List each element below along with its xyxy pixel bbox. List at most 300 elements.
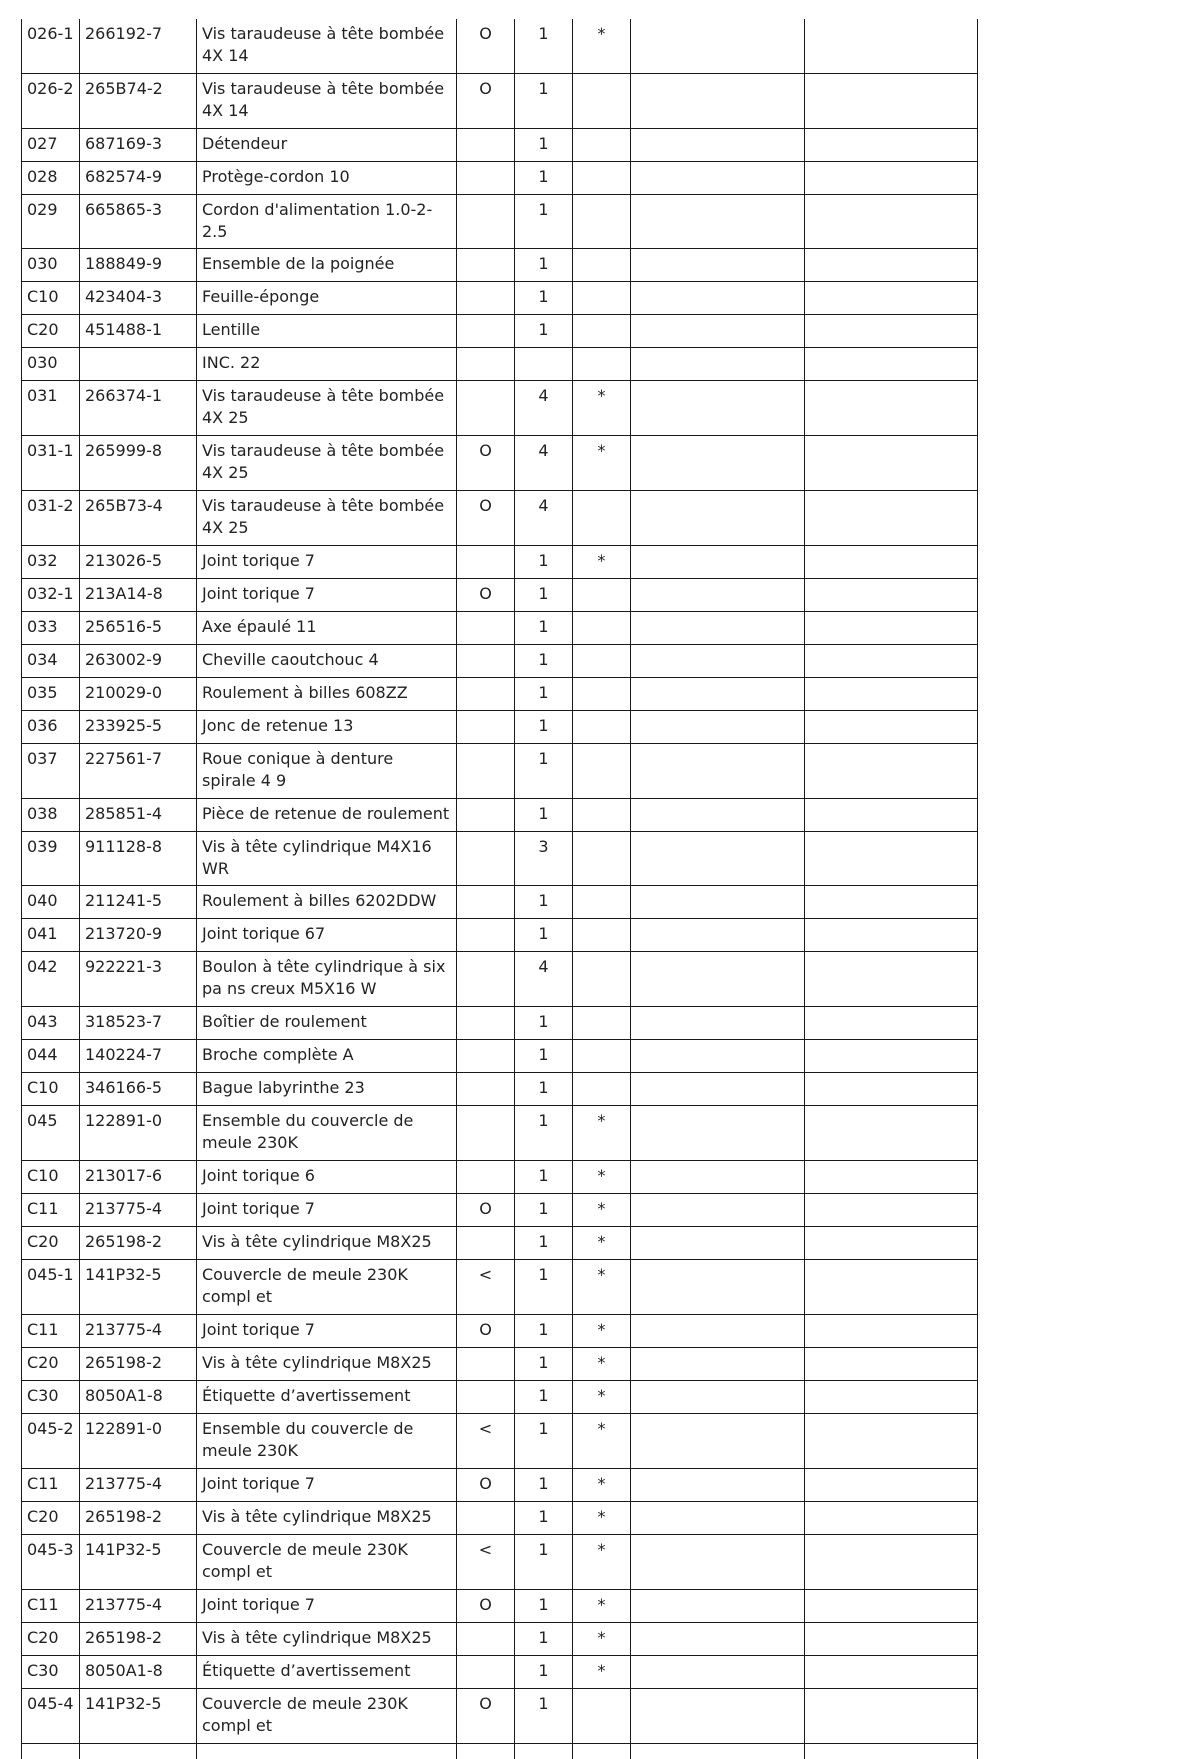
blank-cell xyxy=(631,919,805,952)
table-row xyxy=(22,1414,978,1469)
blank-cell xyxy=(631,678,805,711)
quantity-cell: 1 xyxy=(515,711,573,744)
item-number-cell: C20 xyxy=(22,1623,80,1656)
description-cell: Joint torique 7 xyxy=(197,1315,457,1348)
table-row xyxy=(22,711,978,744)
note-mark-cell xyxy=(573,1040,631,1073)
note-mark-cell: * xyxy=(573,436,631,491)
quantity-cell: 3 xyxy=(515,832,573,886)
quantity-cell: 1 xyxy=(515,282,573,315)
table-row xyxy=(22,832,978,886)
part-number-cell: 911128-8 xyxy=(80,832,197,886)
blank-cell xyxy=(631,249,805,282)
table-row xyxy=(22,249,978,282)
blank-cell xyxy=(805,249,978,282)
blank-cell xyxy=(631,952,805,1007)
note-mark-cell: * xyxy=(573,1106,631,1161)
table-row xyxy=(22,436,978,491)
change-indicator-cell xyxy=(457,129,515,162)
item-number-cell: 035 xyxy=(22,678,80,711)
table-row xyxy=(22,1623,978,1656)
description-cell: Vis taraudeuse à tête bombée 4X 14 xyxy=(197,74,457,129)
note-mark-cell: * xyxy=(573,1348,631,1381)
blank-cell xyxy=(805,74,978,129)
blank-cell xyxy=(805,1007,978,1040)
item-number-cell: 030 xyxy=(22,249,80,282)
item-number-cell: 029 xyxy=(22,195,80,249)
change-indicator-cell xyxy=(457,886,515,919)
blank-cell xyxy=(631,1590,805,1623)
blank-cell xyxy=(573,1744,631,1759)
table-row xyxy=(22,645,978,678)
description-cell: Axe épaulé 11 xyxy=(197,612,457,645)
blank-cell xyxy=(805,546,978,579)
description-cell: Couvercle de meule 230K compl et xyxy=(197,1260,457,1315)
change-indicator-cell: O xyxy=(457,1315,515,1348)
description-cell: Roulement à billes 608ZZ xyxy=(197,678,457,711)
blank-cell xyxy=(805,1656,978,1689)
quantity-cell: 4 xyxy=(515,491,573,546)
table-row xyxy=(22,1194,978,1227)
blank-cell xyxy=(805,612,978,645)
note-mark-cell xyxy=(573,1073,631,1106)
quantity-cell: 4 xyxy=(515,952,573,1007)
quantity-cell: 1 xyxy=(515,74,573,129)
change-indicator-cell: O xyxy=(457,579,515,612)
table-row xyxy=(22,1007,978,1040)
blank-cell xyxy=(805,1260,978,1315)
note-mark-cell xyxy=(573,348,631,381)
part-number-cell: 213026-5 xyxy=(80,546,197,579)
change-indicator-cell: < xyxy=(457,1414,515,1469)
item-number-cell: 040 xyxy=(22,886,80,919)
note-mark-cell xyxy=(573,832,631,886)
description-cell: Protège-cordon 10 xyxy=(197,162,457,195)
quantity-cell: 1 xyxy=(515,1227,573,1260)
quantity-cell: 1 xyxy=(515,1040,573,1073)
part-number-cell: 922221-3 xyxy=(80,952,197,1007)
blank-cell xyxy=(631,1106,805,1161)
change-indicator-cell xyxy=(457,249,515,282)
note-mark-cell xyxy=(573,129,631,162)
item-number-cell: 031 xyxy=(22,381,80,436)
change-indicator-cell xyxy=(457,195,515,249)
parts-table xyxy=(21,19,978,1759)
description-cell: Étiquette d’avertissement xyxy=(197,1656,457,1689)
part-number-cell: 265198-2 xyxy=(80,1348,197,1381)
item-number-cell: 045-1 xyxy=(22,1260,80,1315)
change-indicator-cell: O xyxy=(457,491,515,546)
change-indicator-cell xyxy=(457,1106,515,1161)
part-number-cell: 266192-7 xyxy=(80,19,197,74)
part-number-cell: 140224-7 xyxy=(80,1040,197,1073)
part-number-cell: 423404-3 xyxy=(80,282,197,315)
table-row xyxy=(22,1535,978,1590)
description-cell: Vis à tête cylindrique M8X25 xyxy=(197,1348,457,1381)
note-mark-cell: * xyxy=(573,1623,631,1656)
quantity-cell: 1 xyxy=(515,1414,573,1469)
blank-cell xyxy=(805,1161,978,1194)
blank-cell xyxy=(80,1744,197,1759)
part-number-cell: 227561-7 xyxy=(80,744,197,799)
quantity-cell: 1 xyxy=(515,19,573,74)
blank-cell xyxy=(631,1502,805,1535)
blank-cell xyxy=(631,1315,805,1348)
blank-cell xyxy=(631,1689,805,1744)
item-number-cell: 036 xyxy=(22,711,80,744)
description-cell: Boulon à tête cylindrique à six pa ns creux M5X16 W xyxy=(197,952,457,1007)
description-cell: Boîtier de roulement xyxy=(197,1007,457,1040)
description-cell: Broche complète A xyxy=(197,1040,457,1073)
note-mark-cell xyxy=(573,799,631,832)
blank-cell xyxy=(805,1381,978,1414)
item-number-cell: 026-1 xyxy=(22,19,80,74)
blank-cell xyxy=(631,1260,805,1315)
quantity-cell: 1 xyxy=(515,1623,573,1656)
table-row xyxy=(22,1656,978,1689)
item-number-cell: C20 xyxy=(22,1502,80,1535)
blank-cell xyxy=(805,1689,978,1744)
blank-cell xyxy=(631,1744,805,1759)
quantity-cell: 1 xyxy=(515,1161,573,1194)
description-cell: Pièce de retenue de roulement xyxy=(197,799,457,832)
table-row xyxy=(22,162,978,195)
item-number-cell: 045 xyxy=(22,1106,80,1161)
blank-cell xyxy=(805,711,978,744)
description-cell: Roulement à billes 6202DDW xyxy=(197,886,457,919)
blank-cell xyxy=(631,129,805,162)
table-row xyxy=(22,546,978,579)
quantity-cell: 1 xyxy=(515,1381,573,1414)
blank-cell xyxy=(197,1744,457,1759)
blank-cell xyxy=(631,1623,805,1656)
blank-cell xyxy=(631,1227,805,1260)
blank-cell xyxy=(805,315,978,348)
blank-cell xyxy=(805,645,978,678)
blank-cell xyxy=(631,1348,805,1381)
table-row xyxy=(22,195,978,249)
blank-cell xyxy=(805,282,978,315)
table-row xyxy=(22,1469,978,1502)
part-number-cell: 211241-5 xyxy=(80,886,197,919)
note-mark-cell xyxy=(573,919,631,952)
table-row xyxy=(22,381,978,436)
note-mark-cell: * xyxy=(573,1315,631,1348)
note-mark-cell xyxy=(573,886,631,919)
description-cell: Détendeur xyxy=(197,129,457,162)
table-row xyxy=(22,129,978,162)
item-number-cell: 028 xyxy=(22,162,80,195)
change-indicator-cell xyxy=(457,678,515,711)
quantity-cell: 1 xyxy=(515,1689,573,1744)
item-number-cell: 030 xyxy=(22,348,80,381)
part-number-cell: 188849-9 xyxy=(80,249,197,282)
item-number-cell: C10 xyxy=(22,1073,80,1106)
change-indicator-cell xyxy=(457,1073,515,1106)
change-indicator-cell xyxy=(457,1007,515,1040)
quantity-cell: 1 xyxy=(515,249,573,282)
blank-cell xyxy=(805,1590,978,1623)
change-indicator-cell xyxy=(457,1161,515,1194)
table-row xyxy=(22,74,978,129)
part-number-cell: 346166-5 xyxy=(80,1073,197,1106)
table-row xyxy=(22,19,978,74)
part-number-cell: 318523-7 xyxy=(80,1007,197,1040)
blank-cell xyxy=(631,1073,805,1106)
quantity-cell: 1 xyxy=(515,162,573,195)
note-mark-cell xyxy=(573,249,631,282)
item-number-cell: C11 xyxy=(22,1590,80,1623)
part-number-cell xyxy=(80,348,197,381)
blank-cell xyxy=(805,19,978,74)
item-number-cell: 045-4 xyxy=(22,1689,80,1744)
blank-cell xyxy=(631,832,805,886)
change-indicator-cell xyxy=(457,952,515,1007)
quantity-cell: 1 xyxy=(515,1502,573,1535)
quantity-cell: 1 xyxy=(515,1106,573,1161)
item-number-cell: C30 xyxy=(22,1381,80,1414)
blank-cell xyxy=(631,1007,805,1040)
change-indicator-cell xyxy=(457,612,515,645)
description-cell: Vis à tête cylindrique M4X16 WR xyxy=(197,832,457,886)
blank-cell xyxy=(805,678,978,711)
note-mark-cell xyxy=(573,744,631,799)
quantity-cell: 1 xyxy=(515,1656,573,1689)
part-number-cell: 213017-6 xyxy=(80,1161,197,1194)
change-indicator-cell xyxy=(457,832,515,886)
change-indicator-cell xyxy=(457,799,515,832)
change-indicator-cell xyxy=(457,348,515,381)
table-row xyxy=(22,1073,978,1106)
note-mark-cell xyxy=(573,74,631,129)
change-indicator-cell xyxy=(457,919,515,952)
part-number-cell: 8050A1-8 xyxy=(80,1656,197,1689)
quantity-cell: 1 xyxy=(515,315,573,348)
blank-cell xyxy=(631,315,805,348)
item-number-cell: 043 xyxy=(22,1007,80,1040)
item-number-cell: 031-2 xyxy=(22,491,80,546)
item-number-cell: 037 xyxy=(22,744,80,799)
quantity-cell: 1 xyxy=(515,1348,573,1381)
quantity-cell: 1 xyxy=(515,1260,573,1315)
change-indicator-cell xyxy=(457,1227,515,1260)
table-row xyxy=(22,491,978,546)
change-indicator-cell: O xyxy=(457,436,515,491)
change-indicator-cell xyxy=(457,1502,515,1535)
table-row xyxy=(22,282,978,315)
description-cell: INC. 22 xyxy=(197,348,457,381)
note-mark-cell: * xyxy=(573,546,631,579)
quantity-cell: 4 xyxy=(515,436,573,491)
part-number-cell: 141P32-5 xyxy=(80,1535,197,1590)
table-row xyxy=(22,579,978,612)
note-mark-cell: * xyxy=(573,1535,631,1590)
quantity-cell: 1 xyxy=(515,799,573,832)
blank-cell xyxy=(631,491,805,546)
blank-cell xyxy=(805,129,978,162)
blank-cell xyxy=(631,1656,805,1689)
blank-cell xyxy=(631,195,805,249)
part-number-cell: 8050A1-8 xyxy=(80,1381,197,1414)
quantity-cell: 1 xyxy=(515,546,573,579)
description-cell: Vis taraudeuse à tête bombée 4X 25 xyxy=(197,436,457,491)
note-mark-cell: * xyxy=(573,1260,631,1315)
blank-cell xyxy=(805,1106,978,1161)
quantity-cell: 1 xyxy=(515,129,573,162)
description-cell: Vis taraudeuse à tête bombée 4X 25 xyxy=(197,491,457,546)
note-mark-cell: * xyxy=(573,1414,631,1469)
part-number-cell: 665865-3 xyxy=(80,195,197,249)
change-indicator-cell xyxy=(457,711,515,744)
note-mark-cell xyxy=(573,1689,631,1744)
blank-cell xyxy=(631,381,805,436)
table-row xyxy=(22,1590,978,1623)
table-row xyxy=(22,1315,978,1348)
item-number-cell: 031-1 xyxy=(22,436,80,491)
blank-cell xyxy=(631,1381,805,1414)
description-cell: Bague labyrinthe 23 xyxy=(197,1073,457,1106)
blank-cell xyxy=(631,1161,805,1194)
part-number-cell: 265999-8 xyxy=(80,436,197,491)
blank-cell xyxy=(805,1469,978,1502)
part-number-cell: 122891-0 xyxy=(80,1414,197,1469)
blank-cell xyxy=(805,491,978,546)
blank-cell xyxy=(805,744,978,799)
item-number-cell: 026-2 xyxy=(22,74,80,129)
item-number-cell: 045-2 xyxy=(22,1414,80,1469)
blank-cell xyxy=(805,1414,978,1469)
blank-cell xyxy=(805,919,978,952)
description-cell: Roue conique à denture spirale 4 9 xyxy=(197,744,457,799)
blank-cell xyxy=(631,744,805,799)
description-cell: Vis à tête cylindrique M8X25 xyxy=(197,1623,457,1656)
description-cell: Joint torique 7 xyxy=(197,1590,457,1623)
item-number-cell: 044 xyxy=(22,1040,80,1073)
change-indicator-cell: O xyxy=(457,74,515,129)
description-cell: Vis taraudeuse à tête bombée 4X 25 xyxy=(197,381,457,436)
quantity-cell: 4 xyxy=(515,381,573,436)
part-number-cell: 265B73-4 xyxy=(80,491,197,546)
blank-cell xyxy=(631,886,805,919)
blank-cell xyxy=(631,546,805,579)
note-mark-cell: * xyxy=(573,1161,631,1194)
description-cell: Joint torique 67 xyxy=(197,919,457,952)
blank-cell xyxy=(805,1623,978,1656)
change-indicator-cell: O xyxy=(457,1689,515,1744)
change-indicator-cell xyxy=(457,1040,515,1073)
part-number-cell: 451488-1 xyxy=(80,315,197,348)
note-mark-cell: * xyxy=(573,1502,631,1535)
part-number-cell: 265198-2 xyxy=(80,1502,197,1535)
table-row xyxy=(22,1227,978,1260)
parts-table-body xyxy=(22,19,978,1759)
change-indicator-cell xyxy=(457,645,515,678)
note-mark-cell xyxy=(573,491,631,546)
note-mark-cell xyxy=(573,282,631,315)
table-row xyxy=(22,919,978,952)
part-number-cell: 210029-0 xyxy=(80,678,197,711)
description-cell: Couvercle de meule 230K compl et xyxy=(197,1689,457,1744)
item-number-cell: 034 xyxy=(22,645,80,678)
blank-cell xyxy=(805,1073,978,1106)
note-mark-cell: * xyxy=(573,1194,631,1227)
description-cell: Ensemble de la poignée xyxy=(197,249,457,282)
table-row xyxy=(22,612,978,645)
table-row-continued xyxy=(22,1744,978,1759)
item-number-cell: 042 xyxy=(22,952,80,1007)
change-indicator-cell xyxy=(457,1656,515,1689)
quantity-cell: 1 xyxy=(515,744,573,799)
quantity-cell: 1 xyxy=(515,1007,573,1040)
part-number-cell: 263002-9 xyxy=(80,645,197,678)
table-row xyxy=(22,1381,978,1414)
blank-cell xyxy=(631,799,805,832)
description-cell: Feuille-éponge xyxy=(197,282,457,315)
blank-cell xyxy=(805,195,978,249)
quantity-cell: 1 xyxy=(515,579,573,612)
blank-cell xyxy=(805,952,978,1007)
blank-cell xyxy=(631,1414,805,1469)
item-number-cell: C20 xyxy=(22,1227,80,1260)
item-number-cell: C30 xyxy=(22,1656,80,1689)
note-mark-cell: * xyxy=(573,1227,631,1260)
quantity-cell: 1 xyxy=(515,612,573,645)
description-cell: Joint torique 6 xyxy=(197,1161,457,1194)
item-number-cell: C10 xyxy=(22,282,80,315)
blank-cell xyxy=(805,348,978,381)
part-number-cell: 265B74-2 xyxy=(80,74,197,129)
change-indicator-cell: < xyxy=(457,1260,515,1315)
description-cell: Vis à tête cylindrique M8X25 xyxy=(197,1502,457,1535)
blank-cell xyxy=(805,381,978,436)
change-indicator-cell: O xyxy=(457,19,515,74)
blank-cell xyxy=(631,436,805,491)
blank-cell xyxy=(805,1502,978,1535)
quantity-cell: 1 xyxy=(515,1535,573,1590)
item-number-cell: C10 xyxy=(22,1161,80,1194)
item-number-cell: C11 xyxy=(22,1194,80,1227)
blank-cell xyxy=(805,436,978,491)
description-cell: Joint torique 7 xyxy=(197,1469,457,1502)
note-mark-cell xyxy=(573,579,631,612)
quantity-cell: 1 xyxy=(515,678,573,711)
note-mark-cell: * xyxy=(573,1656,631,1689)
change-indicator-cell: O xyxy=(457,1590,515,1623)
item-number-cell: 032 xyxy=(22,546,80,579)
note-mark-cell xyxy=(573,315,631,348)
blank-cell xyxy=(631,162,805,195)
description-cell: Couvercle de meule 230K compl et xyxy=(197,1535,457,1590)
description-cell: Étiquette d’avertissement xyxy=(197,1381,457,1414)
table-row xyxy=(22,1260,978,1315)
table-row xyxy=(22,348,978,381)
note-mark-cell: * xyxy=(573,381,631,436)
description-cell: Ensemble du couvercle de meule 230K xyxy=(197,1106,457,1161)
blank-cell xyxy=(22,1744,80,1759)
blank-cell xyxy=(631,19,805,74)
quantity-cell: 1 xyxy=(515,1073,573,1106)
description-cell: Vis taraudeuse à tête bombée 4X 14 xyxy=(197,19,457,74)
blank-cell xyxy=(631,1469,805,1502)
blank-cell xyxy=(631,74,805,129)
item-number-cell: 033 xyxy=(22,612,80,645)
change-indicator-cell xyxy=(457,1348,515,1381)
part-number-cell: 265198-2 xyxy=(80,1623,197,1656)
quantity-cell: 1 xyxy=(515,1469,573,1502)
change-indicator-cell xyxy=(457,1623,515,1656)
table-row xyxy=(22,1348,978,1381)
note-mark-cell: * xyxy=(573,1469,631,1502)
